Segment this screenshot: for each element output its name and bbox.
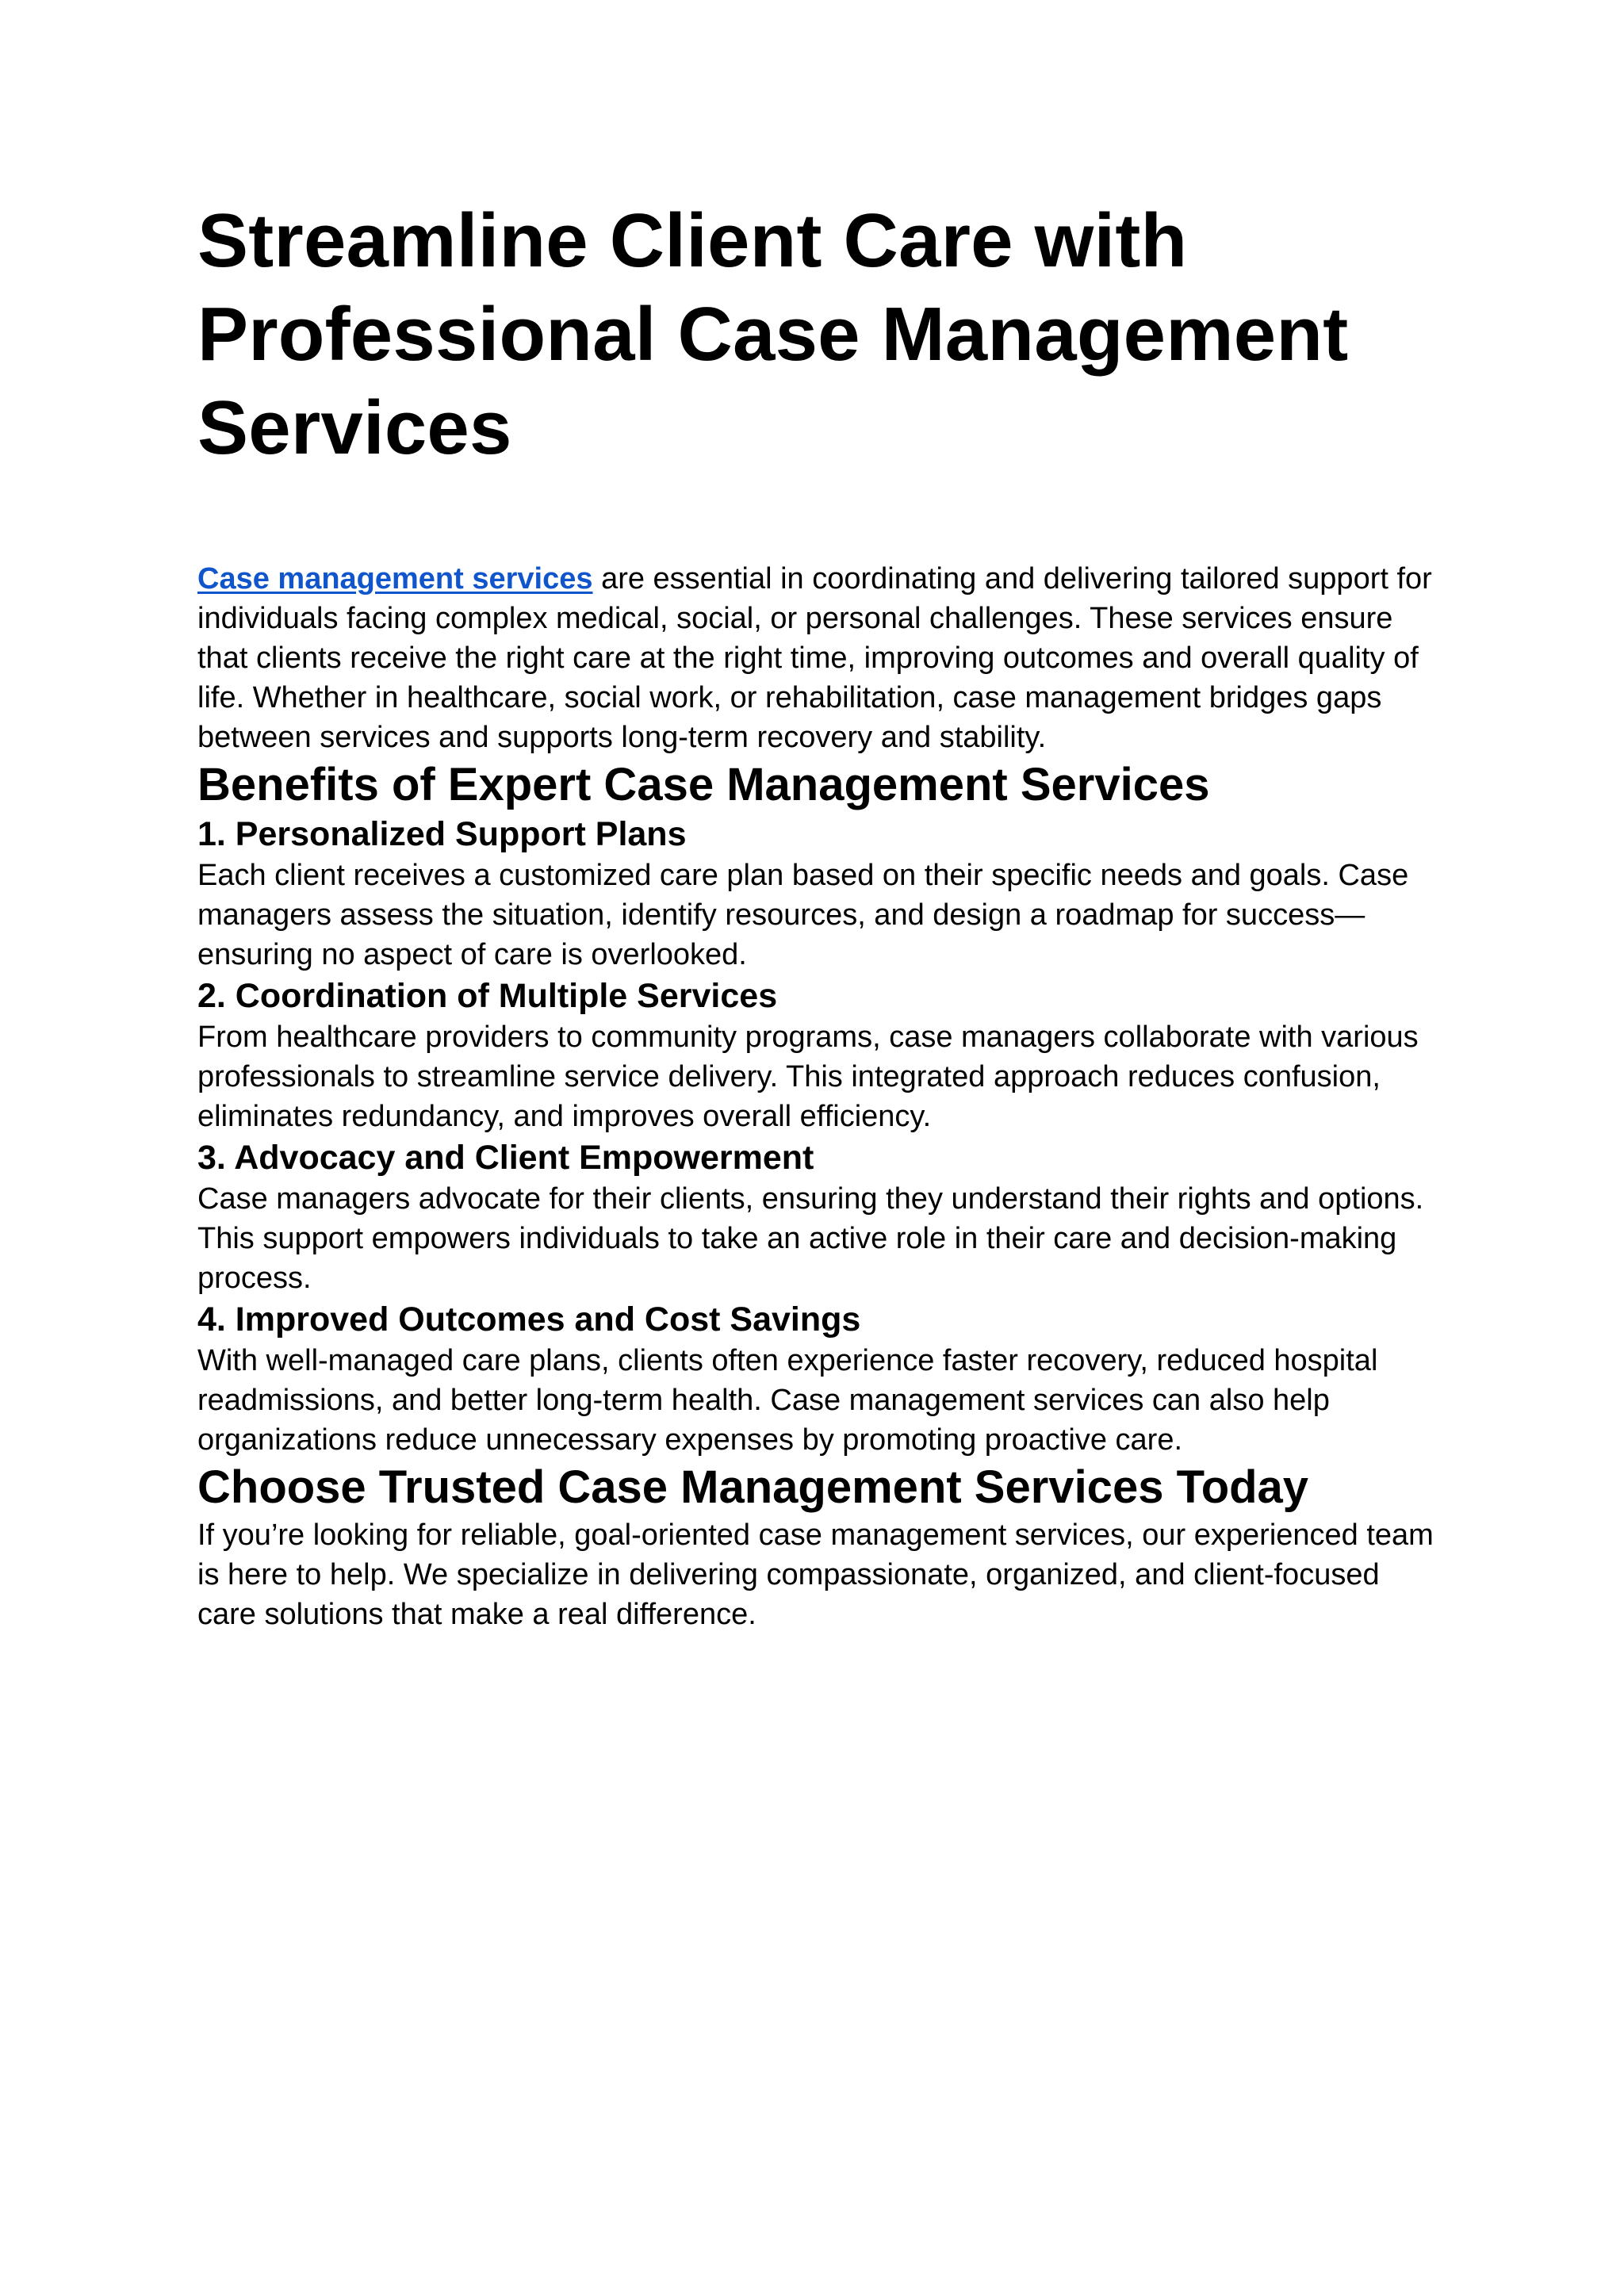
- benefits-heading: Benefits of Expert Case Management Services: [197, 759, 1210, 810]
- benefit-text-personalized: Each client receives a customized care plan based on their specific needs and goals. Case managers assess the situation, identify resources, and design a roadmap for success—ensuring no aspect of care is overlooked.: [197, 859, 1409, 971]
- benefit-heading-coordination: 2. Coordination of Multiple Services: [197, 977, 778, 1015]
- benefit-text-outcomes: With well-managed care plans, clients often experience faster recovery, reduced hospital readmissions, and better long-term health. Case management services can also help organizations reduce unnecessary expenses by promoting proactive care.: [197, 1344, 1378, 1457]
- case-management-link[interactable]: Case management services: [197, 562, 593, 596]
- intro-text: are essential in coordinating and delivering tailored support for individuals facing complex medical, social, or personal challenges. These services ensure that clients receive the right care at the right time, improving outcomes and overall quality of life. Whether in healthcare, social work, or rehabilitation, case management bridges gaps between services and supports long-term recovery and stability.: [197, 562, 1432, 754]
- benefit-text-coordination: From healthcare providers to community programs, case managers collaborate with various professionals to streamline service delivery. This integrated approach reduces confusion, eliminates redundancy, and improves overall efficiency.: [197, 1021, 1419, 1133]
- intro-paragraph: [197, 559, 1442, 757]
- benefit-heading-personalized: 1. Personalized Support Plans: [197, 815, 687, 853]
- benefit-heading-advocacy: 3. Advocacy and Client Empowerment: [197, 1139, 814, 1177]
- closing-paragraph: If you’re looking for reliable, goal-oriented case management services, our experienced team is here to help. We specialize in delivering compassionate, organized, and client-focused care solutions that make a real difference.: [197, 1518, 1434, 1631]
- closing-heading: Choose Trusted Case Management Services Today: [197, 1461, 1309, 1513]
- document-content: [197, 194, 1442, 1634]
- benefit-heading-outcomes: 4. Improved Outcomes and Cost Savings: [197, 1300, 861, 1338]
- page-title: Streamline Client Care with Professional Case Management Services: [197, 198, 1349, 470]
- benefit-text-advocacy: Case managers advocate for their clients, ensuring they understand their rights and options. This support empowers individuals to take an active role in their care and decision-making process.: [197, 1182, 1424, 1295]
